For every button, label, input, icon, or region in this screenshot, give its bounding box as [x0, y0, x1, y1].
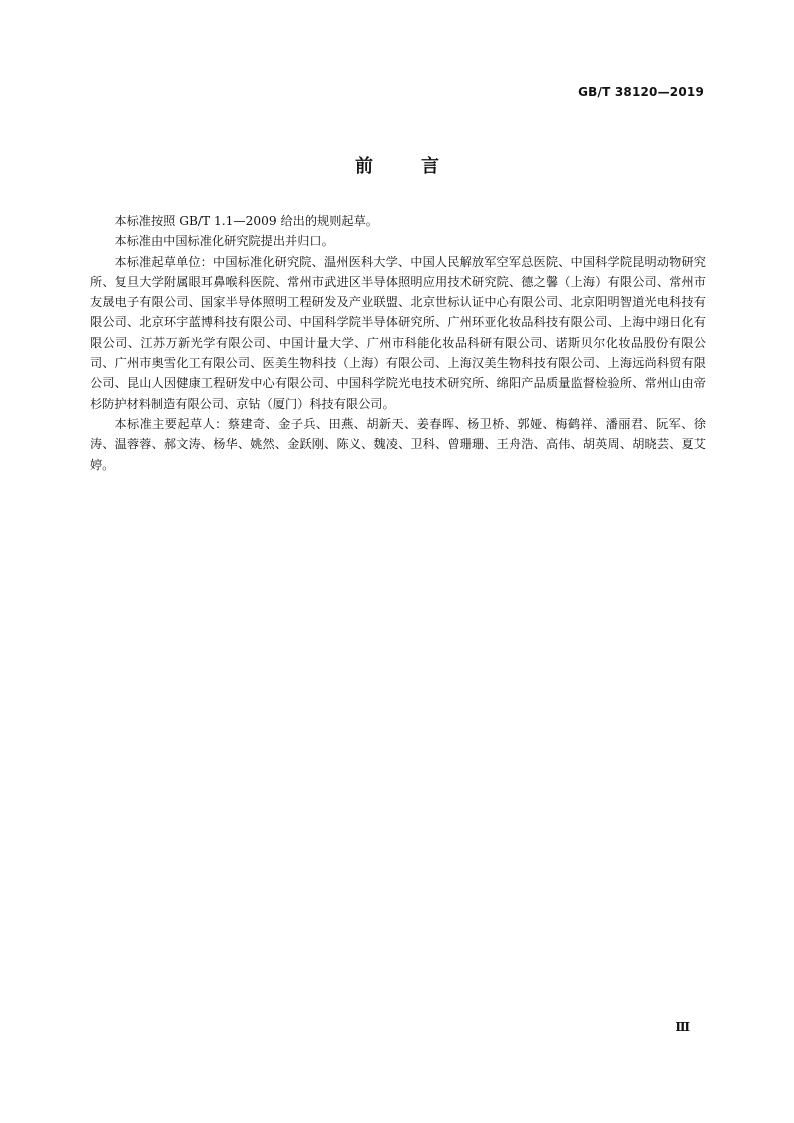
- paragraph-proposer: 本标准由中国标准化研究院提出并归口。: [114, 234, 334, 249]
- page-title-char-1: 前: [355, 156, 373, 177]
- page-title-char-2: 言: [421, 156, 439, 177]
- paragraph-drafting-organizations: 本标准起草单位：中国标准化研究院、温州医科大学、中国人民解放军空军总医院、中国科学院昆明动物研究所、复旦大学附属眼耳鼻喉科医院、常州市武进区半导体照明应用技术研究院、德之馨（上海）有限公司、常州市友晟电子有限公司、国家半导体照明工程研发及产业联盟、北京世标认证中心有限公司、北京阳明智道光电科技有限公司、北京环宇蓝博科技有限公司、中国科学院半导体研究所、广州环亚化妆品科技有限公司、上海中翊日化有限公司、江苏万新光学有限公司、中国计量大学、广州市科能化妆品科研有限公司、诺斯贝尔化妆品股份有限公司、广州市奥雪化工有限公司、医美生物科技（上海）有限公司、上海汉美生物科技有限公司、上海远尚科贸有限公司、昆山人因健康工程研发中心有限公司、中国科学院光电技术研究所、绵阳产品质量监督检验所、常州山由帝杉防护材料制造有限公司、京钻（厦门）科技有限公司。: [90, 254, 706, 411]
- page-number: Ⅲ: [675, 1020, 690, 1034]
- standard-number: GB/T 38120—2019: [578, 85, 704, 99]
- page-title: [0, 152, 794, 178]
- paragraph-main-drafters: 本标准主要起草人：蔡建奇、金子兵、田燕、胡新天、姜春晖、杨卫桥、郭娅、梅鹤祥、潘丽君、阮军、徐涛、温蓉蓉、郝文涛、杨华、姚然、金跃刚、陈义、魏凌、卫科、曾珊珊、王舟浩、高伟、胡英周、胡晓芸、夏艾婷。: [90, 416, 706, 472]
- paragraph-drafting-rules: 本标准按照 GB/T 1.1—2009 给出的规则起草。: [114, 214, 378, 228]
- foreword-body: [90, 211, 706, 475]
